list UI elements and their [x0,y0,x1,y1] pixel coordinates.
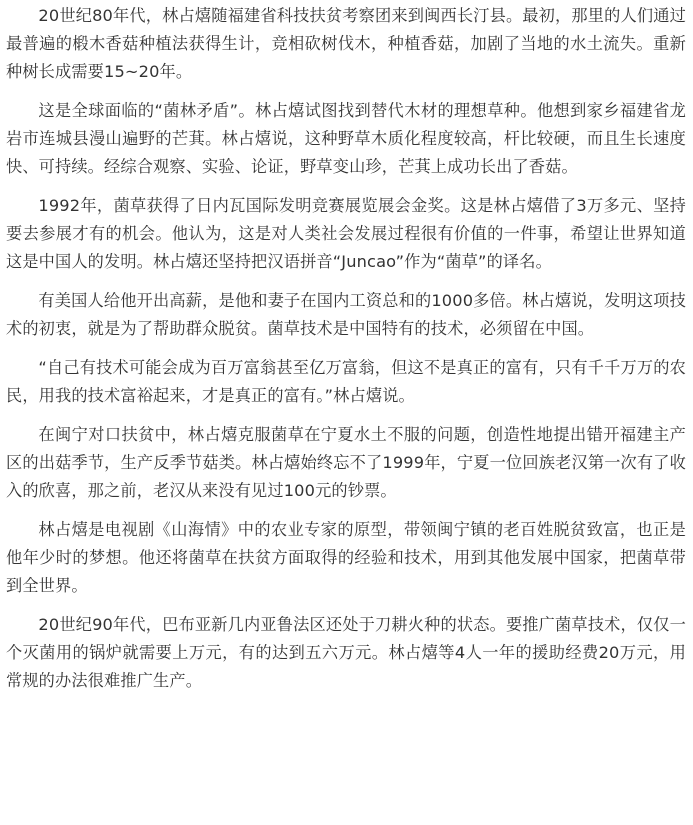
paragraph: 1992年，菌草获得了日内瓦国际发明竞赛展览展会金奖。这是林占熺借了3万多元、坚持要去参展才有的机会。他认为，这是对人类社会发展过程很有价值的一件事，希望让世界知道这是中国人的发明。林占熺还坚持把汉语拼音“Juncao”作为“菌草”的译名。 [6,196,686,271]
paragraph: 20世纪80年代，林占熺随福建省科技扶贫考察团来到闽西长汀县。最初，那里的人们通过最普遍的椴木香菇种植法获得生计，竞相砍树伐木，种植香菇，加剧了当地的水土流失。重新种树长成需要15~20年。 [6,6,686,81]
paragraph: 有美国人给他开出高薪，是他和妻子在国内工资总和的1000多倍。林占熺说，发明这项技术的初衷，就是为了帮助群众脱贫。菌草技术是中国特有的技术，必须留在中国。 [6,291,686,338]
paragraph: 20世纪90年代，巴布亚新几内亚鲁法区还处于刀耕火种的状态。要推广菌草技术，仅仅一个灭菌用的锅炉就需要上万元，有的达到五六万元。林占熺等4人一年的援助经费20万元，用常规的办法很难推广生产。 [6,615,686,690]
paragraph: 在闽宁对口扶贫中，林占熺克服菌草在宁夏水土不服的问题，创造性地提出错开福建主产区的出菇季节，生产反季节菇类。林占熺始终忘不了1999年，宁夏一位回族老汉第一次有了收入的欣喜，那之前，老汉从来没有见过100元的钞票。 [6,425,686,500]
paragraph: 这是全球面临的“菌林矛盾”。林占熺试图找到替代木材的理想草种。他想到家乡福建省龙岩市连城县漫山遍野的芒萁。林占熺说，这种野草木质化程度较高，杆比较硬，而且生长速度快、可持续。经综合观察、实验、论证，野草变山珍，芒萁上成功长出了香菇。 [6,101,686,176]
paragraph: 林占熺是电视剧《山海情》中的农业专家的原型，带领闽宁镇的老百姓脱贫致富，也正是他年少时的梦想。他还将菌草在扶贫方面取得的经验和技术，用到其他发展中国家，把菌草带到全世界。 [6,520,686,595]
paragraph: “自己有技术可能会成为百万富翁甚至亿万富翁，但这不是真正的富有，只有千千万万的农民，用我的技术富裕起来，才是真正的富有。”林占熺说。 [6,358,686,405]
